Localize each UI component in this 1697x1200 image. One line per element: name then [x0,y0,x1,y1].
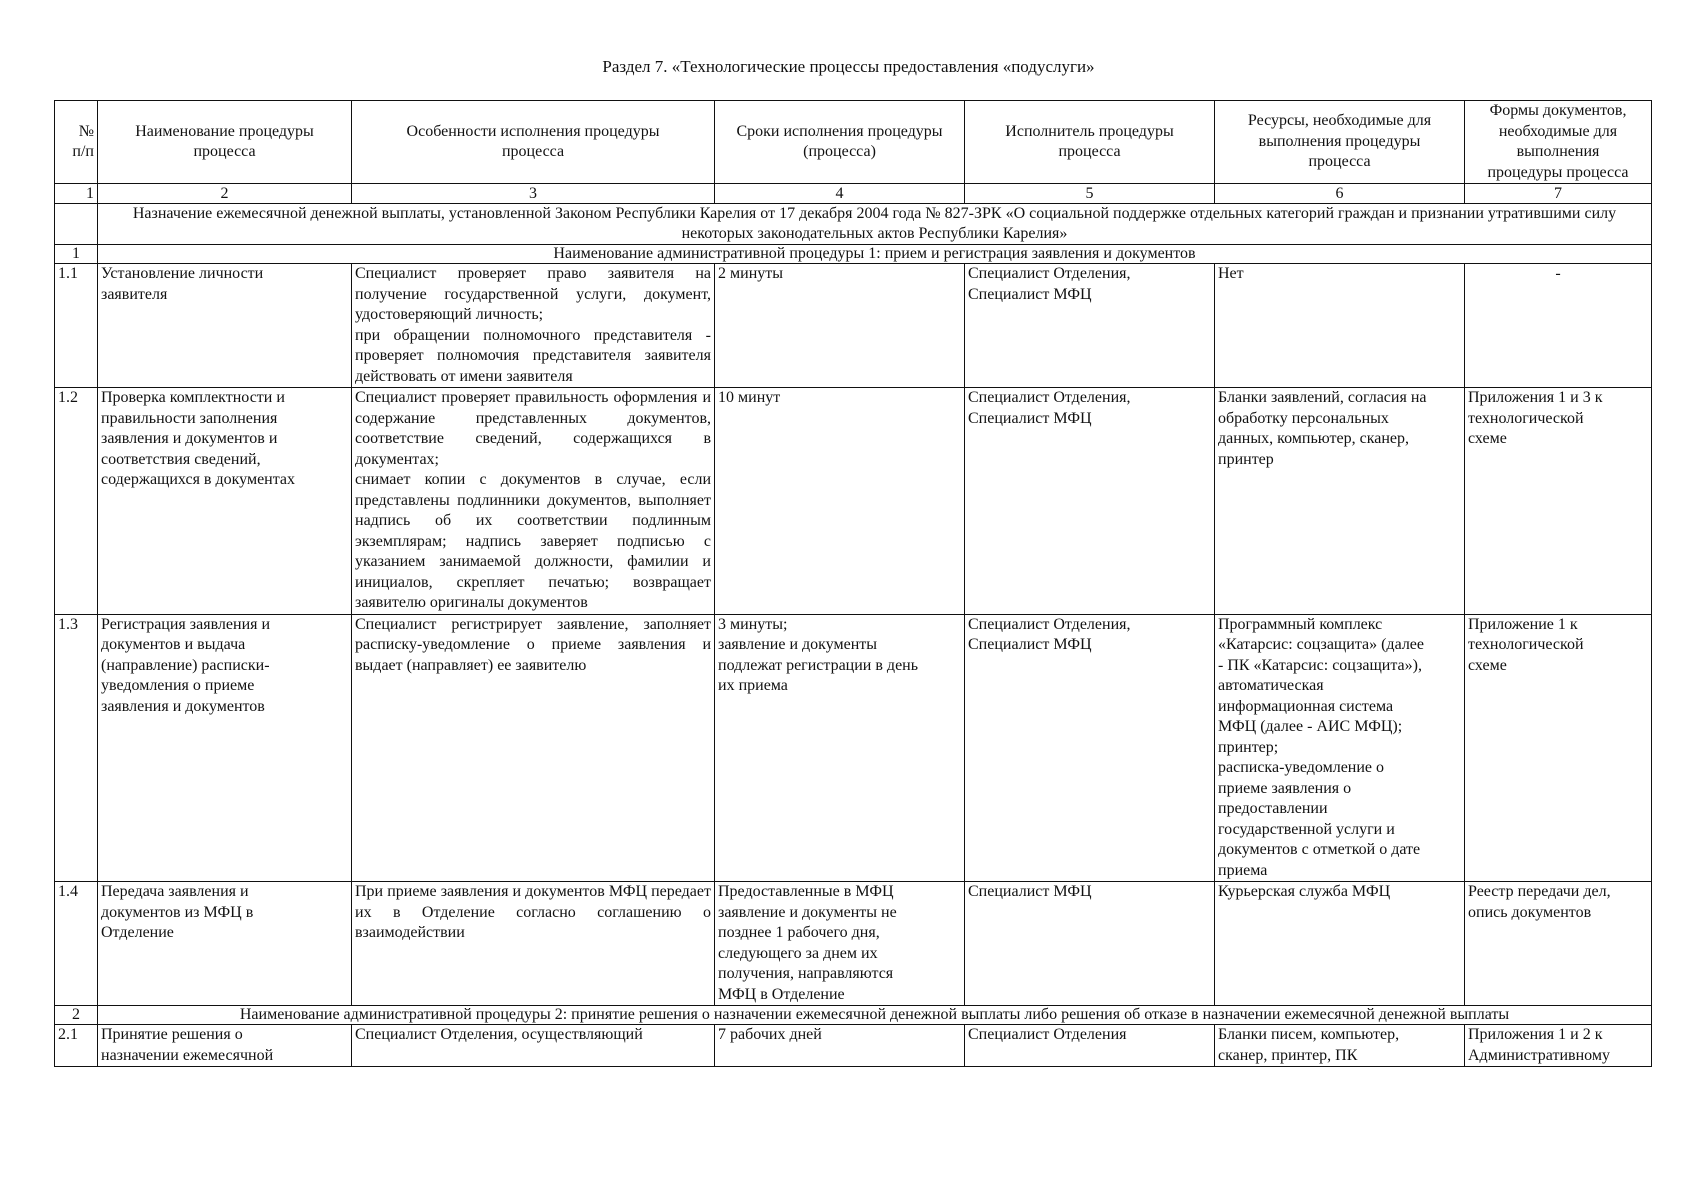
row-features: Специалист проверяет право заявителя на получение государственной услуги, документ, удостоверяющий личность; при обращении полномочного представителя - проверяет полномочия представителя заявителя действовать от имени заявителя [352,264,715,388]
row-procedure-name: Проверка комплектности и правильности заполнения заявления и документов и соответствия сведений, содержащихся в документах [98,388,352,615]
procedure-num: 1 [55,245,98,264]
row-executor: Специалист Отделения, Специалист МФЦ [965,264,1215,388]
header-row [55,101,1652,184]
row-executor: Специалист Отделения [965,1025,1215,1067]
row-forms: Приложения 1 и 2 к Административному [1465,1025,1652,1067]
section-title: Назначение ежемесячной денежной выплаты, установленной Законом Республики Карелия от 17 декабря 2004 года № 827-ЗРК «О социальной поддержке отдельных категорий граждан и признании утратившими силу некоторых законодательных актов Республики Карелия» [98,204,1652,245]
header-executor: Исполнитель процедуры процесса [965,101,1215,184]
procedure-heading-row [55,245,1652,264]
column-number: 1 [55,184,98,204]
table-row [55,614,1652,882]
row-num: 1.1 [55,264,98,388]
row-num: 2.1 [55,1025,98,1067]
row-resources: Бланки писем, компьютер, сканер, принтер, ПК [1215,1025,1465,1067]
procedure-num: 2 [55,1006,98,1025]
row-forms: - [1465,264,1652,388]
row-executor: Специалист Отделения, Специалист МФЦ [965,614,1215,882]
table-row [55,264,1652,388]
row-terms: 10 минут [715,388,965,615]
row-procedure-name: Передача заявления и документов из МФЦ в Отделение [98,882,352,1006]
row-procedure-name: Принятие решения о назначении ежемесячной [98,1025,352,1067]
row-forms: Приложение 1 к технологической схеме [1465,614,1652,882]
column-number: 6 [1215,184,1465,204]
row-features: Специалист регистрирует заявление, заполняет расписку-уведомление о приеме заявления и выдает (направляет) ее заявителю [352,614,715,882]
row-resources: Бланки заявлений, согласия на обработку персональных данных, компьютер, сканер, принтер [1215,388,1465,615]
column-number: 5 [965,184,1215,204]
row-procedure-name: Установление личности заявителя [98,264,352,388]
header-features: Особенности исполнения процедуры процесса [352,101,715,184]
row-executor: Специалист МФЦ [965,882,1215,1006]
document-title: Раздел 7. «Технологические процессы предоставления «подуслуги» [602,57,1095,76]
row-features: Специалист проверяет правильность оформления и содержание представленных документов, соответствие сведений, содержащихся в документах; снимает копии с документов в случае, если представлены подлинники документов, выполняет надпись об их соответствии подлинным экземплярам; надпись заверяет подписью с указанием занимаемой должности, фамилии и инициалов, скрепляет печатью; возвращает заявителю оригиналы документов [352,388,715,615]
column-number: 7 [1465,184,1652,204]
row-features: При приеме заявления и документов МФЦ передает их в Отделение согласно соглашению о взаимодействии [352,882,715,1006]
header-resources: Ресурсы, необходимые для выполнения процедуры процесса [1215,101,1465,184]
row-terms: 3 минуты; заявление и документы подлежат регистрации в день их приема [715,614,965,882]
row-executor: Специалист Отделения, Специалист МФЦ [965,388,1215,615]
table-row [55,1025,1652,1067]
row-num: 1.3 [55,614,98,882]
row-forms: Реестр передачи дел, опись документов [1465,882,1652,1006]
row-terms: 2 минуты [715,264,965,388]
procedure-heading-row [55,1006,1652,1025]
row-resources: Курьерская служба МФЦ [1215,882,1465,1006]
header-procedure-name: Наименование процедуры процесса [98,101,352,184]
row-num: 1.4 [55,882,98,1006]
section-title-row [55,204,1652,245]
row-resources: Нет [1215,264,1465,388]
procedure-title: Наименование административной процедуры 2: принятие решения о назначении ежемесячной денежной выплаты либо решения об отказе в назначении ежемесячной денежной выплаты [98,1006,1652,1025]
table-row [55,388,1652,615]
row-terms: 7 рабочих дней [715,1025,965,1067]
column-number-row [55,184,1652,204]
row-forms: Приложения 1 и 3 к технологической схеме [1465,388,1652,615]
section-num-cell [55,204,98,245]
column-number: 2 [98,184,352,204]
row-features: Специалист Отделения, осуществляющий [352,1025,715,1067]
header-num: № п/п [55,101,98,184]
row-terms: Предоставленные в МФЦ заявление и документы не позднее 1 рабочего дня, следующего за днем их получения, направляются МФЦ в Отделение [715,882,965,1006]
procedure-title: Наименование административной процедуры 1: прием и регистрация заявления и документов [98,245,1652,264]
header-terms: Сроки исполнения процедуры (процесса) [715,101,965,184]
row-num: 1.2 [55,388,98,615]
header-forms: Формы документов, необходимые для выполнения процедуры процесса [1465,101,1652,184]
row-resources: Программный комплекс «Катарсис: соцзащита» (далее - ПК «Катарсис: соцзащита»), автоматическая информационная система МФЦ (далее - АИС МФЦ); принтер; расписка-уведомление о приеме заявления о предоставлении государственной услуги и документов с отметкой о дате приема [1215,614,1465,882]
column-number: 4 [715,184,965,204]
process-table [54,100,1652,1067]
column-number: 3 [352,184,715,204]
table-row [55,882,1652,1006]
row-procedure-name: Регистрация заявления и документов и выдача (направление) расписки- уведомления о приеме заявления и документов [98,614,352,882]
